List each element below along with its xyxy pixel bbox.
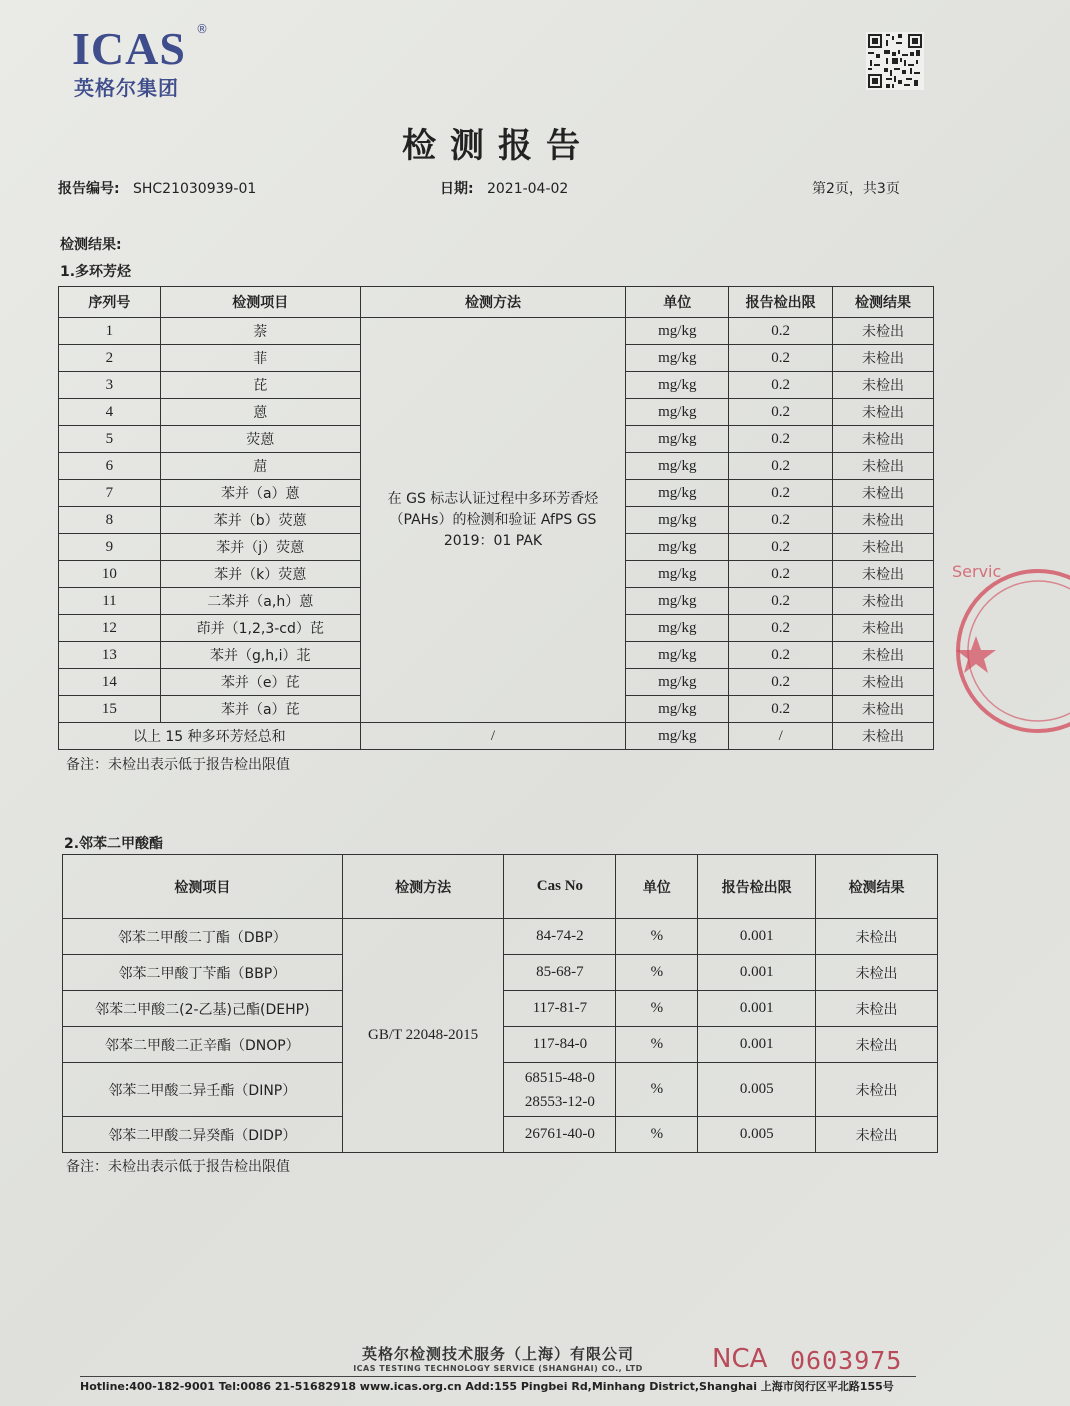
pah-results-table	[58, 286, 934, 750]
row-limit: 0.2	[729, 534, 833, 561]
row-result: 未检出	[833, 507, 934, 534]
row-limit: 0.001	[698, 955, 816, 991]
row-item: 邻苯二甲酸二异壬酯（DINP）	[63, 1063, 343, 1117]
row-item: 荧蒽	[160, 426, 360, 453]
col-header-limit: 报告检出限	[729, 287, 833, 318]
row-unit: mg/kg	[626, 534, 729, 561]
footer-company-en: ICAS TESTING TECHNOLOGY SERVICE (SHANGHAI) CO., LTD	[353, 1364, 643, 1373]
row-no: 14	[59, 669, 161, 696]
col-header-method: 检测方法	[342, 855, 504, 919]
col-header-item: 检测项目	[63, 855, 343, 919]
row-unit: mg/kg	[626, 399, 729, 426]
row-result: 未检出	[833, 399, 934, 426]
row-no: 5	[59, 426, 161, 453]
report-number-value: SHC21030939-01	[132, 181, 257, 197]
row-result: 未检出	[833, 372, 934, 399]
row-item: 苯并（k）荧蒽	[160, 561, 360, 588]
row-no: 3	[59, 372, 161, 399]
table-row	[63, 919, 938, 955]
row-limit: 0.2	[729, 453, 833, 480]
row-result: 未检出	[833, 318, 934, 345]
row-result: 未检出	[833, 615, 934, 642]
row-no: 9	[59, 534, 161, 561]
row-item: 邻苯二甲酸二(2-乙基)己酯(DEHP)	[63, 991, 343, 1027]
pah-test-method: 在 GS 标志认证过程中多环芳香烃（PAHs）的检测和验证 AfPS GS 2019：01 PAK	[360, 318, 626, 723]
row-item: 邻苯二甲酸丁苄酯（BBP）	[63, 955, 343, 991]
qr-code-icon	[866, 32, 924, 90]
total-limit: /	[729, 723, 833, 750]
total-item: 以上 15 种多环芳烃总和	[59, 723, 361, 750]
row-item: 䓛	[160, 453, 360, 480]
report-date-value: 2021-04-02	[486, 181, 569, 197]
row-limit: 0.2	[729, 588, 833, 615]
row-unit: mg/kg	[626, 318, 729, 345]
phthalate-results-table	[62, 854, 938, 1153]
row-unit: %	[616, 991, 698, 1027]
section1-note: 备注：未检出表示低于报告检出限值	[66, 757, 290, 773]
row-item: 茚并（1,2,3-cd）芘	[160, 615, 360, 642]
row-result: 未检出	[833, 669, 934, 696]
row-cas: 117-84-0	[504, 1027, 616, 1063]
row-result: 未检出	[816, 1117, 938, 1153]
row-result: 未检出	[816, 919, 938, 955]
report-number	[58, 178, 256, 198]
section1-title: 1.多环芳烃	[60, 264, 132, 280]
row-unit: %	[616, 955, 698, 991]
row-item: 苯并（a）蒽	[160, 480, 360, 507]
row-unit: mg/kg	[626, 561, 729, 588]
row-result: 未检出	[833, 534, 934, 561]
row-no: 7	[59, 480, 161, 507]
phthalate-test-method: GB/T 22048-2015	[342, 919, 504, 1153]
row-cas: 84-74-2	[504, 919, 616, 955]
row-unit: mg/kg	[626, 615, 729, 642]
row-item: 苯并（j）荧蒽	[160, 534, 360, 561]
table-row	[59, 318, 934, 345]
row-unit: %	[616, 1063, 698, 1117]
report-number-label: 报告编号:	[58, 181, 120, 197]
section2-title: 2.邻苯二甲酸酯	[64, 836, 164, 852]
col-header-limit: 报告检出限	[698, 855, 816, 919]
report-date	[440, 178, 568, 198]
row-no: 15	[59, 696, 161, 723]
row-limit: 0.2	[729, 372, 833, 399]
row-no: 4	[59, 399, 161, 426]
total-method: /	[360, 723, 626, 750]
icas-logo: ICAS	[72, 23, 186, 74]
col-header-unit: 单位	[626, 287, 729, 318]
row-result: 未检出	[833, 345, 934, 372]
row-cas	[504, 1063, 616, 1117]
row-no: 12	[59, 615, 161, 642]
footer-company: 英格尔检测技术服务（上海）有限公司	[361, 1345, 634, 1363]
row-cas-line-1: 68515-48-0	[524, 1069, 595, 1086]
row-unit: mg/kg	[626, 345, 729, 372]
row-result: 未检出	[833, 696, 934, 723]
row-unit: mg/kg	[626, 426, 729, 453]
results-label: 检测结果:	[60, 237, 122, 253]
row-unit: %	[616, 1027, 698, 1063]
row-item: 苯并（e）芘	[160, 669, 360, 696]
row-result: 未检出	[816, 955, 938, 991]
col-header-cas: Cas No	[504, 855, 616, 919]
row-cas: 117-81-7	[504, 991, 616, 1027]
row-no: 11	[59, 588, 161, 615]
row-limit: 0.2	[729, 426, 833, 453]
row-unit: %	[616, 919, 698, 955]
report-date-label: 日期:	[440, 181, 474, 197]
col-header-no: 序列号	[59, 287, 161, 318]
row-item: 蒽	[160, 399, 360, 426]
total-result: 未检出	[833, 723, 934, 750]
row-limit: 0.001	[698, 1027, 816, 1063]
col-header-item: 检测项目	[160, 287, 360, 318]
report-title: 检测报告	[402, 126, 594, 166]
table-total-row	[59, 723, 934, 750]
row-item: 菲	[160, 345, 360, 372]
row-no: 8	[59, 507, 161, 534]
table-header-row	[63, 855, 938, 919]
row-item: 邻苯二甲酸二丁酯（DBP）	[63, 919, 343, 955]
registered-mark: ®	[196, 22, 208, 36]
row-result: 未检出	[816, 1063, 938, 1117]
row-item: 二苯并（a,h）蒽	[160, 588, 360, 615]
logo-subtitle: 英格尔集团	[74, 76, 179, 100]
row-no: 10	[59, 561, 161, 588]
row-unit: mg/kg	[626, 669, 729, 696]
row-no: 1	[59, 318, 161, 345]
section2-note: 备注：未检出表示低于报告检出限值	[66, 1159, 290, 1175]
col-header-method: 检测方法	[360, 287, 626, 318]
row-limit: 0.2	[729, 615, 833, 642]
row-limit: 0.2	[729, 507, 833, 534]
table-header-row	[59, 287, 934, 318]
row-unit: mg/kg	[626, 588, 729, 615]
row-no: 6	[59, 453, 161, 480]
col-header-result: 检测结果	[833, 287, 934, 318]
row-no: 13	[59, 642, 161, 669]
row-limit: 0.001	[698, 991, 816, 1027]
row-unit: mg/kg	[626, 453, 729, 480]
row-result: 未检出	[816, 991, 938, 1027]
col-header-result: 检测结果	[816, 855, 938, 919]
row-unit: mg/kg	[626, 696, 729, 723]
row-result: 未检出	[833, 588, 934, 615]
page-indicator: 第2页，共3页	[812, 181, 900, 197]
row-unit: mg/kg	[626, 507, 729, 534]
row-result: 未检出	[833, 561, 934, 588]
row-cas: 85-68-7	[504, 955, 616, 991]
total-unit: mg/kg	[626, 723, 729, 750]
row-limit: 0.2	[729, 669, 833, 696]
row-item: 苯并（b）荧蒽	[160, 507, 360, 534]
row-limit: 0.001	[698, 919, 816, 955]
row-limit: 0.2	[729, 345, 833, 372]
row-result: 未检出	[833, 426, 934, 453]
row-limit: 0.2	[729, 480, 833, 507]
row-result: 未检出	[816, 1027, 938, 1063]
row-item: 萘	[160, 318, 360, 345]
row-unit: %	[616, 1117, 698, 1153]
nca-number: 0603975	[790, 1346, 903, 1375]
col-header-unit: 单位	[616, 855, 698, 919]
row-result: 未检出	[833, 480, 934, 507]
row-item: 邻苯二甲酸二异癸酯（DIDP）	[63, 1117, 343, 1153]
row-item: 苯并（g,h,i）苝	[160, 642, 360, 669]
red-seal-stamp-icon	[950, 556, 1002, 746]
row-cas-line-2: 28553-12-0	[524, 1093, 595, 1110]
row-result: 未检出	[833, 642, 934, 669]
row-unit: mg/kg	[626, 480, 729, 507]
row-limit: 0.005	[698, 1063, 816, 1117]
footer-divider	[80, 1376, 916, 1377]
row-result: 未检出	[833, 453, 934, 480]
row-item: 苯并（a）芘	[160, 696, 360, 723]
row-limit: 0.2	[729, 399, 833, 426]
row-unit: mg/kg	[626, 372, 729, 399]
row-item: 芘	[160, 372, 360, 399]
nca-label: NCA	[712, 1344, 768, 1374]
row-limit: 0.2	[729, 642, 833, 669]
row-no: 2	[59, 345, 161, 372]
row-cas: 26761-40-0	[504, 1117, 616, 1153]
footer-contact: Hotline:400-182-9001 Tel:0086 21-51682918 www.icas.org.cn Add:155 Pingbei Rd,Minhang District,Shanghai 上海市闵行区平北路155号	[80, 1380, 894, 1393]
row-limit: 0.2	[729, 561, 833, 588]
row-item: 邻苯二甲酸二正辛酯（DNOP）	[63, 1027, 343, 1063]
row-limit: 0.2	[729, 318, 833, 345]
row-unit: mg/kg	[626, 642, 729, 669]
row-limit: 0.2	[729, 696, 833, 723]
row-limit: 0.005	[698, 1117, 816, 1153]
stamp-text: Servic	[952, 562, 1002, 581]
